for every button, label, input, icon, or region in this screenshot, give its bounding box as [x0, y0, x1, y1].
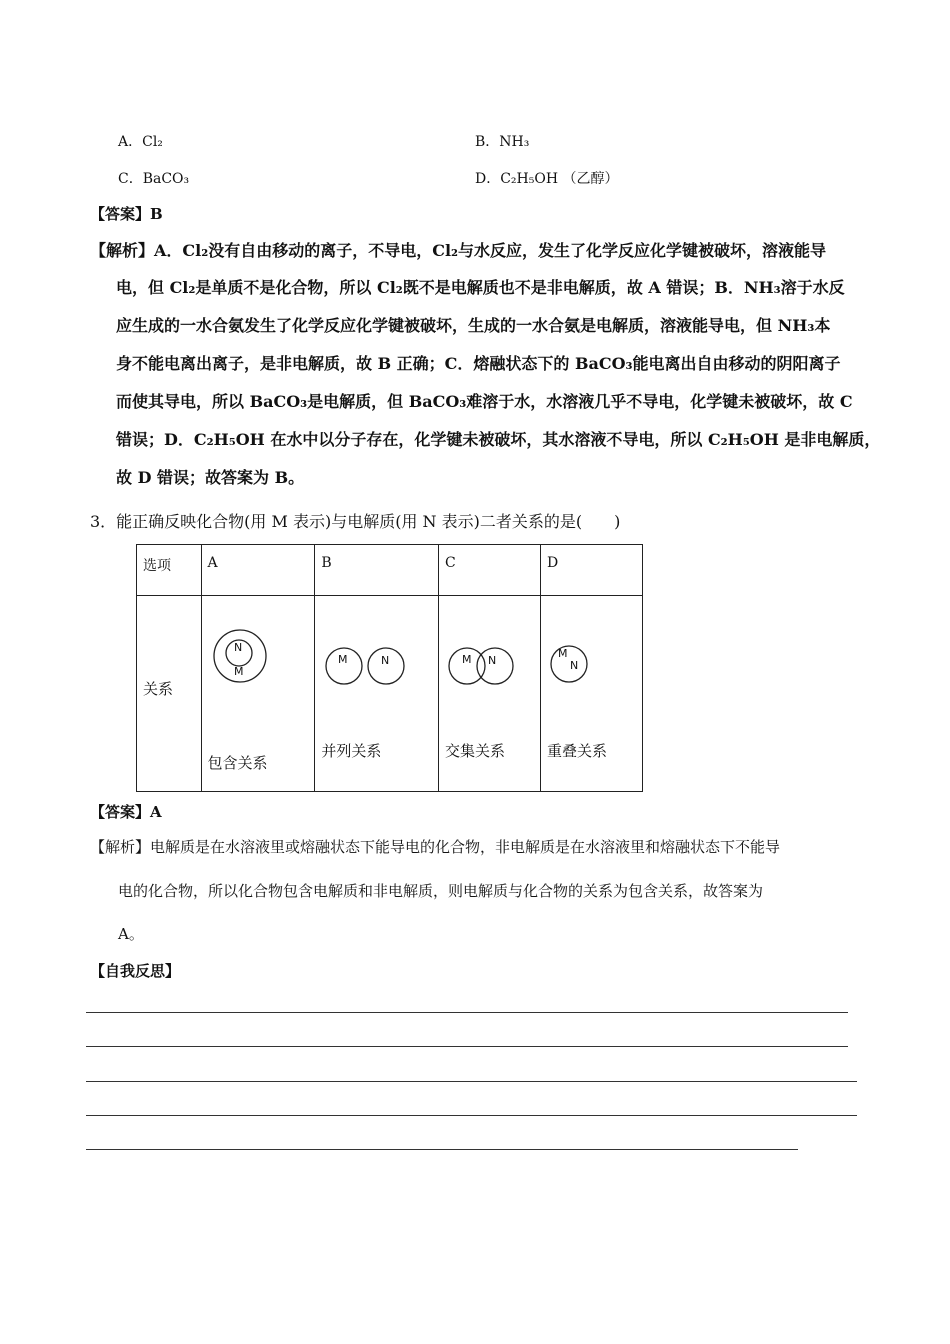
header-cell: C	[439, 545, 541, 596]
option-c: C．BaCO₃	[118, 171, 190, 187]
circle-n-label: N	[233, 641, 242, 654]
row-label: 关系	[143, 680, 174, 698]
intersection-diagram	[439, 596, 541, 716]
option-a: A．Cl₂	[118, 134, 163, 150]
relation-label: 包含关系	[207, 754, 268, 772]
q2-answer: 【答案】B	[90, 205, 163, 223]
circle-m-n	[551, 646, 587, 682]
q3-question: 3．能正确反映化合物(用 M 表示)与电解质(用 N 表示)二者关系的是( )	[90, 512, 621, 531]
relation-cell-c	[439, 596, 541, 792]
q3-analysis-line: 【解析】电解质是在水溶液里或熔融状态下能导电的化合物，非电解质是在水溶液里和熔融状态下不能导	[90, 838, 781, 856]
option-d: D．C₂H₅OH （乙醇）	[475, 171, 619, 187]
header-cell: A	[201, 545, 315, 596]
writing-line[interactable]	[86, 1046, 848, 1047]
containment-diagram	[202, 596, 316, 716]
writing-line[interactable]	[86, 1081, 857, 1082]
relation-cell-d	[540, 596, 642, 792]
circle-m-label: M	[233, 665, 243, 678]
relation-cell-b	[315, 596, 439, 792]
relation-label: 交集关系	[445, 742, 506, 760]
writing-line[interactable]	[86, 1012, 848, 1013]
relation-label: 并列关系	[321, 742, 382, 760]
circle-n-label: N	[569, 659, 579, 672]
header-cell: B	[315, 545, 439, 596]
parallel-diagram	[315, 596, 439, 716]
q3-analysis-line: A。	[118, 925, 144, 943]
relation-table	[136, 544, 643, 792]
reflection-title: 【自我反思】	[90, 962, 181, 980]
header-cell: 选项	[137, 545, 202, 596]
relation-label: 重叠关系	[546, 742, 607, 760]
q2-analysis-line: 【解析】A．Cl₂没有自由移动的离子，不导电，Cl₂与水反应，发生了化学反应化学键被破坏，溶液能导	[90, 241, 827, 260]
option-b: B．NH₃	[475, 134, 530, 150]
circle-n-label: N	[488, 654, 497, 667]
q2-analysis-line: 错误；D．C₂H₅OH 在水中以分子存在，化学键未被破坏，其水溶液不导电，所以 C₂H₅OH 是非电解质，	[116, 430, 881, 449]
writing-line[interactable]	[86, 1115, 857, 1116]
q2-analysis-line: 电，但 Cl₂是单质不是化合物，所以 Cl₂既不是电解质也不是非电解质，故 A 错误；B．NH₃溶于水反	[116, 278, 845, 297]
q3-answer: 【答案】A	[90, 803, 162, 821]
writing-line[interactable]	[86, 1149, 798, 1150]
q2-analysis-line: 而使其导电，所以 BaCO₃是电解质，但 BaCO₃难溶于水，水溶液几乎不导电，化学键未被破坏，故 C	[116, 392, 853, 411]
q2-analysis-line: 应生成的一水合氨发生了化学反应化学键被破坏，生成的一水合氨是电解质，溶液能导电，但 NH₃本	[116, 316, 831, 335]
row-label-cell	[137, 596, 202, 792]
relation-cell-a	[201, 596, 315, 792]
q2-analysis-line: 身不能电离出离子，是非电解质，故 B 正确；C．熔融状态下的 BaCO₃能电离出自由移动的阴阳离子	[116, 354, 841, 373]
overlap-diagram	[541, 596, 643, 716]
circle-n-label: N	[381, 654, 390, 667]
q3-analysis-line: 电的化合物，所以化合物包含电解质和非电解质，则电解质与化合物的关系为包含关系，故答案为	[118, 882, 764, 900]
q2-analysis-line: 故 D 错误；故答案为 B。	[116, 468, 305, 487]
header-cell: D	[540, 545, 642, 596]
circle-m-label: M	[557, 647, 568, 660]
circle-m-label: M	[462, 653, 472, 666]
circle-m-label: M	[338, 653, 348, 666]
